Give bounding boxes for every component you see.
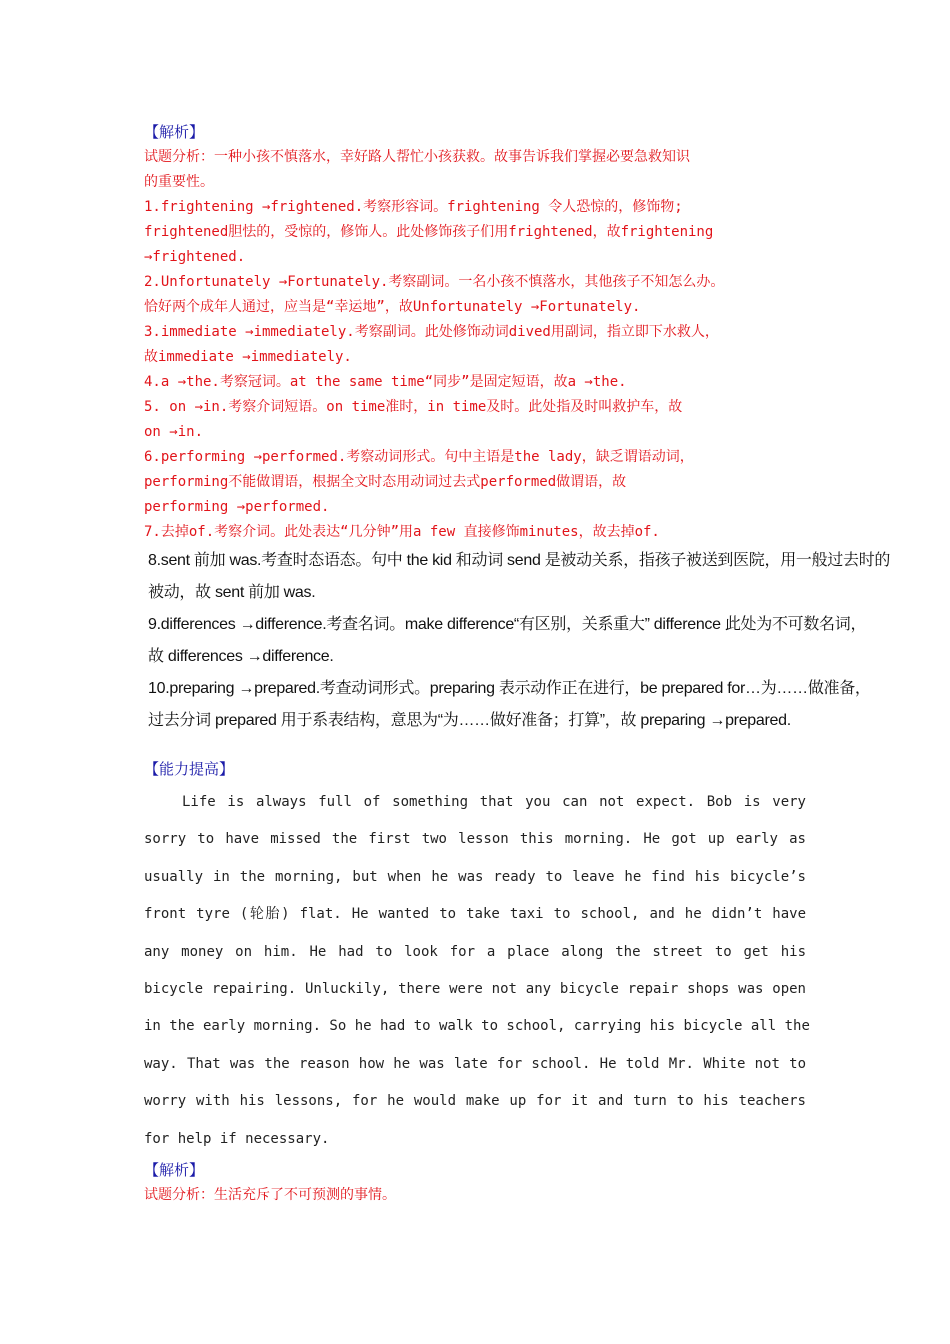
document-page xyxy=(144,120,934,1208)
analysis-explanation-2 xyxy=(144,1183,934,1208)
ability-heading: 【能力提高】 xyxy=(144,760,235,778)
passage-line: for help if necessary. xyxy=(144,1130,330,1147)
explanation-line: performing →performed. xyxy=(144,499,330,515)
passage-line: usually in the morning, but when he was ready to leave he find his bicycle’s xyxy=(144,868,806,885)
answer-note-line: 故 differences →difference. xyxy=(148,648,334,665)
explanation-line: 试题分析：生活充斥了不可预测的事情。 xyxy=(144,1186,396,1203)
explanation-line: 恰好两个成年人通过，应当是“幸运地”，故Unfortunately →Fortunately. xyxy=(144,299,641,315)
passage-line: bicycle repairing. Unluckily, there were not any bicycle repair shops was open xyxy=(144,980,806,997)
explanation-line: 4.a →the.考察冠词。at the same time“同步”是固定短语，故a →the. xyxy=(144,374,627,390)
passage-line: front tyre (轮胎) flat. He wanted to take taxi to school, and he didn’t have xyxy=(144,906,806,923)
answer-notes xyxy=(144,545,934,737)
analysis-explanation xyxy=(144,145,934,545)
passage-line: way. That was the reason how he was late for school. He told Mr. White not to xyxy=(144,1055,806,1072)
explanation-line: 故immediate →immediately. xyxy=(144,349,352,365)
passage-line: Life is always full of something that you can not expect. Bob is very xyxy=(182,794,806,810)
passage-line: any money on him. He had to look for a place along the street to get his xyxy=(144,943,806,960)
explanation-line: 6.performing →performed.考察动词形式。句中主语是the lady，缺乏谓语动词， xyxy=(144,449,694,465)
answer-note-line: 被动，故 sent 前加 was. xyxy=(148,584,316,601)
answer-note-line: 8.sent 前加 was.考查时态语态。句中 the kid 和动词 send 是被动关系，指孩子被送到医院，用一般过去时的 xyxy=(148,552,891,569)
passage-line: in the early morning. So he had to walk to school, carrying his bicycle all the xyxy=(144,1018,810,1035)
explanation-line: on →in. xyxy=(144,424,204,440)
explanation-line: frightened胆怯的，受惊的，修饰人。此处修饰孩子们用frightened，故frightening xyxy=(144,224,714,240)
explanation-line: 7.去掉of.考察介词。此处表达“几分钟”用a few 直接修饰minutes，故去掉of. xyxy=(144,524,660,540)
passage-line: worry with his lessons, for he would make up for it and turn to his teachers xyxy=(144,1093,806,1110)
explanation-line: 的重要性。 xyxy=(144,174,214,190)
section-spacer xyxy=(144,737,934,757)
answer-note-line: 10.preparing →prepared.考查动词形式。preparing 表示动作正在进行，be prepared for…为……做准备， xyxy=(148,680,871,697)
answer-note-line: 过去分词 prepared 用于系表结构，意思为“为……做好准备；打算”，故 preparing →prepared. xyxy=(148,712,791,729)
reading-passage xyxy=(144,784,810,1158)
passage-line: sorry to have missed the first two lesson this morning. He got up early as xyxy=(144,831,806,848)
explanation-line: 3.immediate →immediately.考察副词。此处修饰动词dived用副词，指立即下水救人， xyxy=(144,324,719,340)
explanation-line: 试题分析：一种小孩不慎落水，幸好路人帮忙小孩获救。故事告诉我们掌握必要急救知识 xyxy=(144,149,690,165)
explanation-line: 1.frightening →frightened.考察形容词。frightening 令人恐惊的，修饰物; xyxy=(144,199,683,215)
explanation-line: 5. on →in.考察介词短语。on time准时，in time及时。此处指及时叫救护车，故 xyxy=(144,399,683,415)
answer-note-line: 9.differences →difference.考查名词。make difference“有区别，关系重大” difference 此处为不可数名词， xyxy=(148,616,867,633)
explanation-line: performing不能做谓语，根据全文时态用动词过去式performed做谓语，故 xyxy=(144,474,627,490)
explanation-line: 2.Unfortunately →Fortunately.考察副词。一名小孩不慎落水，其他孩子不知怎么办。 xyxy=(144,274,725,290)
analysis-heading: 【解析】 xyxy=(144,123,205,141)
explanation-line: →frightened. xyxy=(144,249,246,265)
analysis-heading-2: 【解析】 xyxy=(144,1160,205,1179)
